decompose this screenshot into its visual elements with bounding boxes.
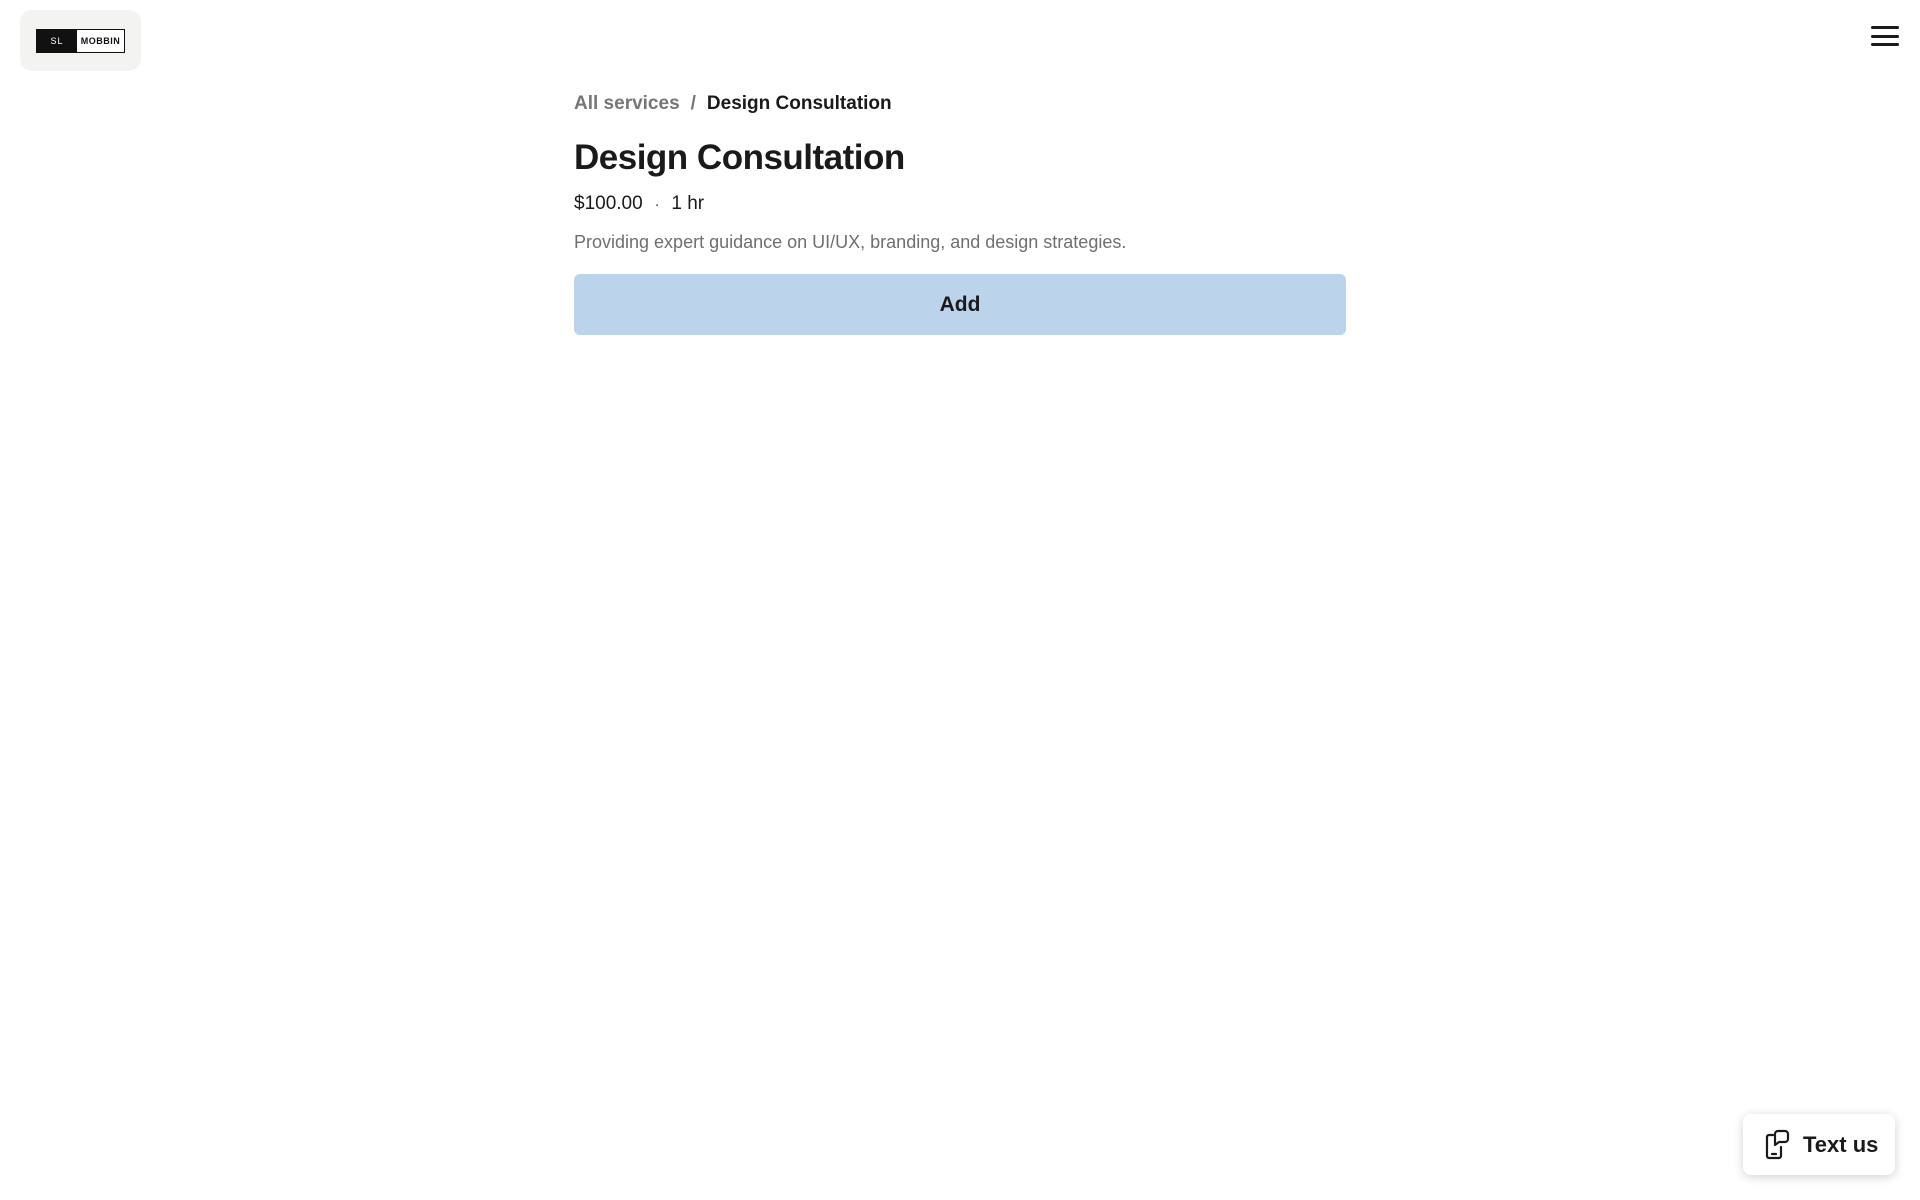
service-price: $100.00 bbox=[574, 193, 643, 214]
breadcrumb-all-services-link[interactable]: All services bbox=[574, 93, 680, 114]
phone-message-icon bbox=[1763, 1129, 1791, 1161]
menu-line bbox=[1871, 26, 1899, 29]
service-detail bbox=[574, 92, 1346, 335]
logo-right-text: MOBBIN bbox=[80, 35, 121, 46]
text-us-button[interactable] bbox=[1743, 1114, 1895, 1175]
text-us-label: Text us bbox=[1803, 1131, 1879, 1157]
meta-separator: · bbox=[654, 196, 660, 212]
add-button[interactable]: Add bbox=[574, 274, 1346, 335]
service-duration: 1 hr bbox=[671, 193, 705, 214]
hamburger-menu-icon[interactable] bbox=[1871, 24, 1899, 48]
menu-line bbox=[1871, 35, 1899, 38]
menu-line bbox=[1871, 43, 1899, 46]
service-description: Providing expert guidance on UI/UX, branding, and design strategies. bbox=[574, 232, 1127, 252]
breadcrumb-separator: / bbox=[690, 93, 696, 114]
breadcrumb-current: Design Consultation bbox=[706, 93, 892, 114]
logo-left-text: SL bbox=[37, 30, 77, 52]
service-meta bbox=[574, 192, 1346, 216]
breadcrumb bbox=[574, 92, 1346, 116]
logo[interactable] bbox=[20, 10, 141, 71]
logo-mark bbox=[36, 29, 125, 53]
page-title: Design Consultation bbox=[574, 138, 905, 177]
